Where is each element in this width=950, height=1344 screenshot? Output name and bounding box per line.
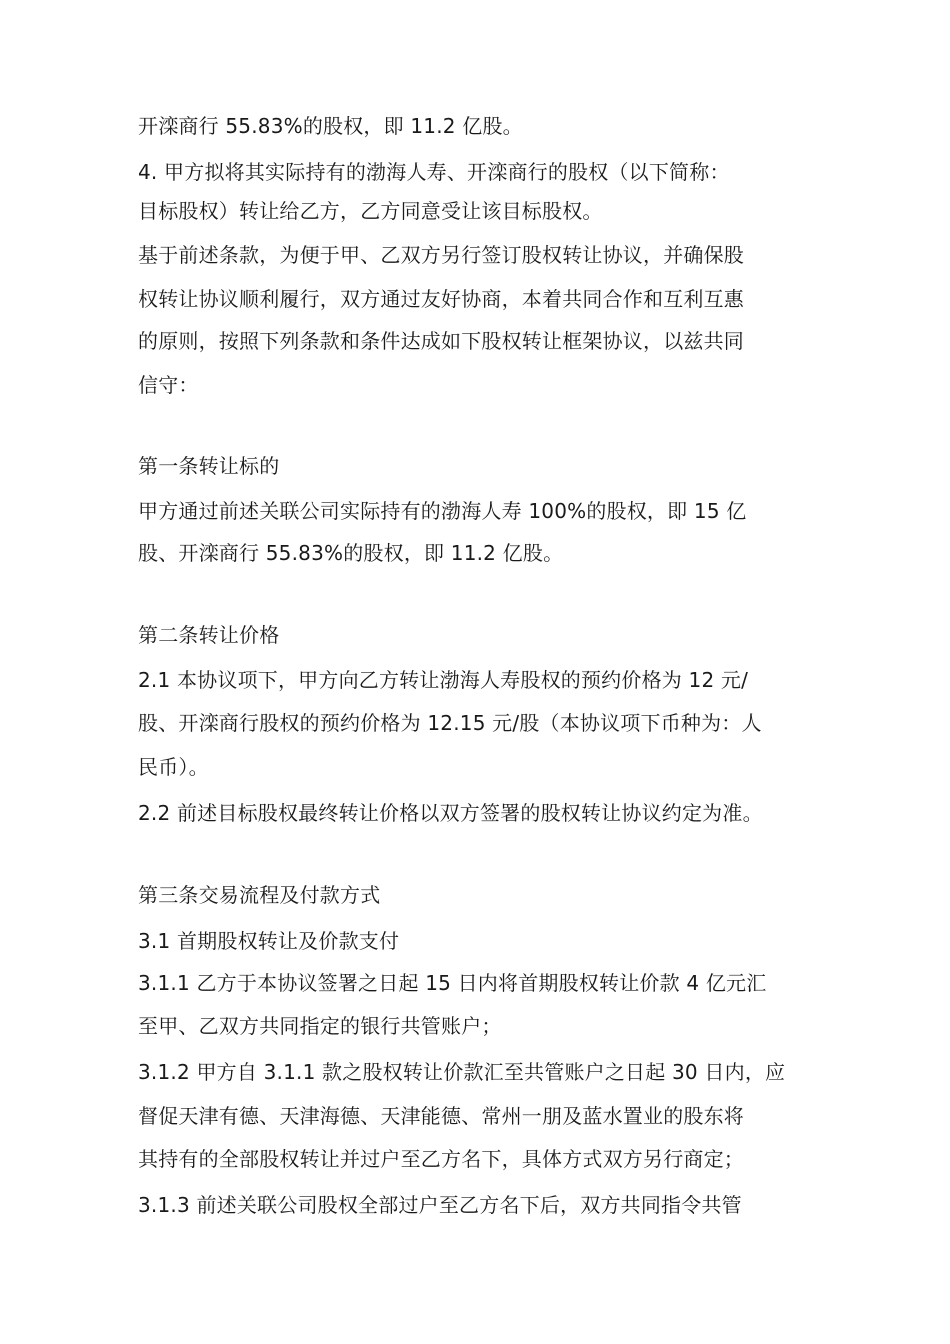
text-line: 3.1.2 甲方自 3.1.1 款之股权转让价款汇至共管账户之日起 30 日内，应 (138, 1060, 786, 1084)
text-line: 目标股权）转让给乙方，乙方同意受让该目标股权。 (138, 199, 603, 223)
section-heading: 第二条转让价格 (138, 623, 280, 647)
text-line: 民币）。 (138, 755, 209, 779)
section-heading: 第一条转让标的 (138, 454, 280, 478)
text-line: 3.1 首期股权转让及价款支付 (138, 929, 400, 953)
text-line: 2.1 本协议项下，甲方向乙方转让渤海人寿股权的预约价格为 12 元/ (138, 668, 749, 692)
text-line: 基于前述条款，为便于甲、乙双方另行签订股权转让协议，并确保股 (138, 243, 744, 267)
text-line: 股、开滦商行 55.83%的股权，即 11.2 亿股。 (138, 541, 564, 565)
text-line: 股、开滦商行股权的预约价格为 12.15 元/股（本协议项下币种为：人 (138, 711, 762, 735)
text-line: 3.1.1 乙方于本协议签署之日起 15 日内将首期股权转让价款 4 亿元汇 (138, 971, 767, 995)
text-line: 至甲、乙双方共同指定的银行共管账户； (138, 1014, 502, 1038)
section-heading: 第三条交易流程及付款方式 (138, 883, 381, 907)
text-line: 2.2 前述目标股权最终转让价格以双方签署的股权转让协议约定为准。 (138, 801, 763, 825)
text-line: 信守： (138, 373, 199, 397)
text-line: 甲方通过前述关联公司实际持有的渤海人寿 100%的股权，即 15 亿 (138, 499, 747, 523)
text-line: 开滦商行 55.83%的股权，即 11.2 亿股。 (138, 114, 523, 138)
text-line: 3.1.3 前述关联公司股权全部过户至乙方名下后，双方共同指令共管 (138, 1193, 742, 1217)
text-line: 的原则，按照下列条款和条件达成如下股权转让框架协议，以兹共同 (138, 329, 744, 353)
text-line: 督促天津有德、天津海德、天津能德、常州一朋及蓝水置业的股东将 (138, 1104, 744, 1128)
text-line: 其持有的全部股权转让并过户至乙方名下，具体方式双方另行商定； (138, 1147, 744, 1171)
text-line: 4. 甲方拟将其实际持有的渤海人寿、开滦商行的股权（以下简称： (138, 160, 730, 184)
text-line: 权转让协议顺利履行，双方通过友好协商，本着共同合作和互利互惠 (138, 287, 744, 311)
